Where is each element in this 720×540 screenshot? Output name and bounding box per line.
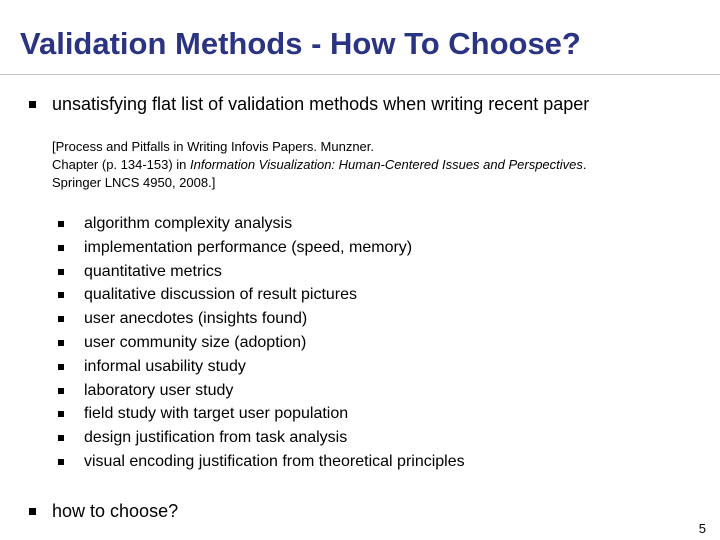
- square-bullet-icon: [58, 364, 64, 370]
- square-bullet-icon: [58, 269, 64, 275]
- page-number: 5: [698, 521, 706, 536]
- citation-line-2: [52, 156, 587, 174]
- square-bullet-icon: [58, 411, 64, 417]
- slide-title: Validation Methods - How To Choose?: [20, 26, 581, 61]
- square-bullet-icon: [58, 435, 64, 441]
- square-bullet-icon: [58, 388, 64, 394]
- square-bullet-icon: [58, 245, 64, 251]
- square-bullet-icon: [58, 459, 64, 465]
- square-bullet-icon: [58, 316, 64, 322]
- citation: [52, 138, 587, 192]
- title-divider: [0, 74, 720, 75]
- citation-line-1: [Process and Pitfalls in Writing Infovis Papers. Munzner.: [52, 139, 375, 154]
- square-bullet-icon: [58, 340, 64, 346]
- citation-line-3: Springer LNCS 4950, 2008.]: [52, 175, 216, 190]
- bullet-unsatisfying-list: unsatisfying flat list of validation methods when writing recent paper: [52, 94, 590, 114]
- square-bullet-icon: [58, 221, 64, 227]
- citation-line-2-prefix: Chapter (p. 134-153) in: [52, 157, 191, 172]
- square-bullet-icon: [29, 101, 36, 108]
- citation-book-title: Information Visualization: Human-Centered Issues and Perspectives: [190, 157, 583, 172]
- citation-line-2-suffix: .: [582, 157, 587, 172]
- square-bullet-icon: [29, 508, 36, 515]
- bullet-how-to-choose: how to choose?: [52, 501, 179, 521]
- square-bullet-icon: [58, 292, 64, 298]
